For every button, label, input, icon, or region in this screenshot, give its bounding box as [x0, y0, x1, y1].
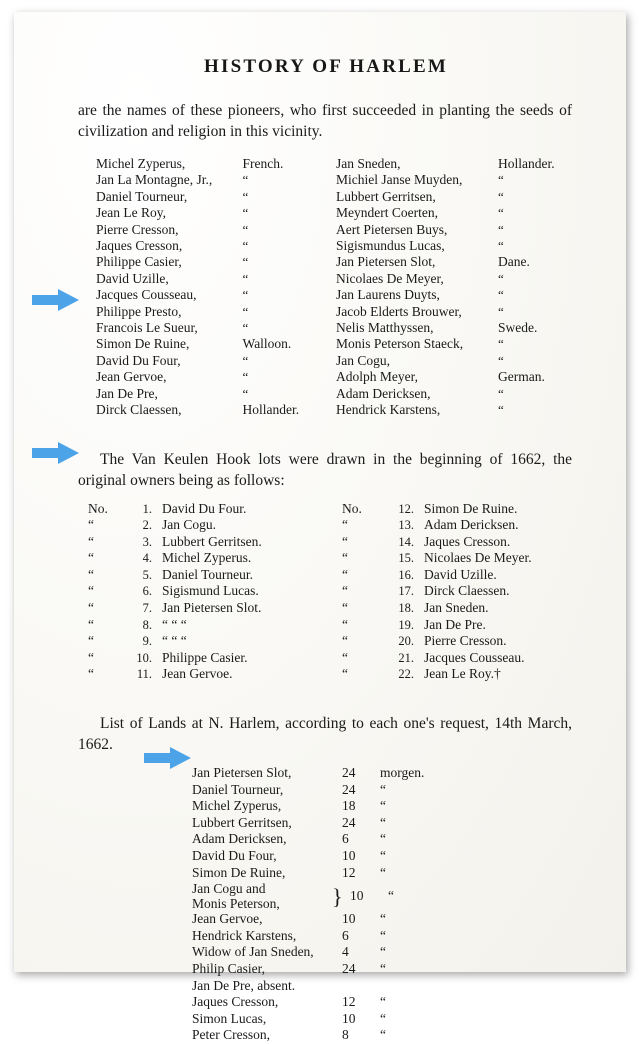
- list-item: [326, 271, 578, 287]
- list-item: [74, 517, 326, 534]
- pioneer-nationality: “: [497, 402, 504, 418]
- list-item: [74, 172, 326, 188]
- list-item: [74, 287, 326, 303]
- lot-number: 8.: [142, 617, 152, 632]
- lot-number: 22.: [398, 667, 414, 682]
- pioneer-nationality: “: [242, 188, 249, 204]
- lot-number: 11.: [136, 667, 152, 682]
- lot-label: No.: [342, 500, 362, 516]
- lead-paragraph: are the names of these pioneers, who first succeeded in planting the seeds of civilization and religion in this vicinity.: [78, 102, 572, 140]
- list-item: [74, 402, 326, 418]
- list-item-braced-pair: [192, 881, 578, 911]
- pioneer-name: Aert Pietersen Buys,: [336, 221, 448, 237]
- land-quantity: 10: [342, 1010, 356, 1026]
- pioneer-name: Jean Gervoe,: [96, 369, 167, 385]
- pioneer-nationality: “: [242, 287, 249, 303]
- pioneer-name: Meyndert Coerten,: [336, 205, 438, 221]
- list-item: [74, 633, 326, 650]
- lot-owner: David Uzille.: [424, 566, 497, 582]
- pioneer-name: Simon De Ruine,: [96, 336, 190, 352]
- list-item: [74, 650, 326, 667]
- pioneer-name: Daniel Tourneur,: [96, 188, 188, 204]
- pioneer-name: Michiel Janse Muyden,: [336, 172, 463, 188]
- pioneer-nationality: German.: [497, 369, 545, 385]
- pioneer-name: Jan De Pre,: [96, 385, 158, 401]
- list-item: [192, 848, 578, 865]
- lot-owner: “ “ “: [162, 633, 187, 649]
- lot-owner: Jaques Cresson.: [424, 533, 511, 549]
- lot-label: “: [342, 517, 348, 533]
- paper-surface: [14, 12, 626, 1043]
- pioneer-nationality: “: [497, 221, 504, 237]
- list-item: [326, 386, 578, 402]
- list-item: [74, 600, 326, 617]
- pioneer-name: Philippe Presto,: [96, 303, 182, 319]
- land-owner: Jaques Cresson,: [192, 994, 279, 1010]
- list-item: [326, 238, 578, 254]
- pioneer-nationality: “: [497, 205, 504, 221]
- land-unit: “: [388, 887, 394, 903]
- lot-label: “: [88, 550, 94, 566]
- lot-label: “: [342, 616, 348, 632]
- list-item: [326, 550, 578, 567]
- land-quantity: [342, 978, 380, 995]
- pioneer-nationality: “: [242, 254, 249, 270]
- pioneer-nationality: “: [242, 205, 249, 221]
- land-quantity: 18: [342, 798, 356, 814]
- pioneer-nationality: “: [242, 238, 249, 254]
- land-owner: Hendrick Karstens,: [192, 927, 297, 943]
- lot-number: 12.: [398, 501, 414, 516]
- pioneer-name: Michel Zyperus,: [96, 156, 186, 171]
- lot-owner: Lubbert Gerritsen.: [162, 533, 262, 549]
- land-quantity: 24: [342, 781, 356, 797]
- land-quantity: 10: [350, 887, 364, 903]
- lot-owner: Dirck Claessen.: [424, 583, 510, 599]
- land-unit: “: [380, 911, 386, 927]
- pioneer-name: Francois Le Sueur,: [96, 320, 198, 336]
- pioneer-nationality: “: [497, 172, 504, 188]
- land-unit: “: [380, 798, 386, 814]
- land-quantity: 24: [342, 814, 356, 830]
- pioneer-name: Monis Peterson Staeck,: [336, 336, 464, 352]
- lot-owner: Jean Gervoe.: [162, 666, 233, 682]
- list-item: [326, 633, 578, 650]
- lot-owner: Jan Sneden.: [424, 600, 489, 616]
- pioneer-name: Hendrick Karstens,: [336, 402, 441, 418]
- pioneer-nationality: Hollander.: [497, 156, 555, 171]
- list-item: [192, 782, 578, 799]
- list-item: [326, 320, 578, 336]
- lot-owner: Jan De Pre.: [424, 616, 486, 632]
- pioneer-name: Jan Laurens Duyts,: [336, 287, 440, 303]
- lot-label: “: [88, 616, 94, 632]
- list-item: [192, 928, 578, 945]
- pioneer-name: Adolph Meyer,: [336, 369, 418, 385]
- pioneer-nationality: “: [497, 336, 504, 352]
- lands-list: [74, 765, 578, 1044]
- lot-label: “: [342, 666, 348, 682]
- lot-number: 9.: [142, 634, 152, 649]
- lot-number: 5.: [142, 567, 152, 582]
- arrow-lot-number-one: [32, 442, 80, 464]
- list-item: [74, 222, 326, 238]
- pioneer-name: Jan Pietersen Slot,: [336, 254, 436, 270]
- pioneer-nationality: “: [242, 221, 249, 237]
- page-content: [14, 12, 626, 1044]
- lot-label: “: [88, 600, 94, 616]
- lot-owner: Jan Cogu.: [162, 517, 216, 533]
- van-keulen-lots-list: [74, 501, 578, 684]
- lot-owner: Jacques Cousseau.: [424, 649, 525, 665]
- pioneer-nationality: “: [497, 303, 504, 319]
- land-owner: Widow of Jan Sneden,: [192, 944, 314, 960]
- pioneer-name: David Uzille,: [96, 270, 169, 286]
- list-item: [74, 534, 326, 551]
- list-item: [326, 583, 578, 600]
- lot-label: “: [88, 666, 94, 682]
- land-unit: “: [380, 944, 386, 960]
- pioneer-name: Jaques Cresson,: [96, 238, 183, 254]
- list-item: [192, 815, 578, 832]
- land-unit: “: [380, 960, 386, 976]
- lot-number: 1.: [142, 501, 152, 516]
- list-item: [326, 156, 578, 172]
- lot-number: 7.: [142, 601, 152, 616]
- lot-label: “: [342, 600, 348, 616]
- list-item: [192, 944, 578, 961]
- land-owner: Michel Zyperus,: [192, 798, 282, 814]
- pioneer-name: Dirck Claessen,: [96, 402, 182, 418]
- lot-owner: Michel Zyperus.: [162, 550, 252, 566]
- list-item: [74, 238, 326, 254]
- arrow-david-du-four-pioneers: [32, 289, 80, 311]
- list-item: [74, 205, 326, 221]
- land-unit: “: [380, 864, 386, 880]
- land-quantity: 6: [342, 927, 349, 943]
- land-owner-pair-line1: Jan Cogu and: [192, 881, 266, 897]
- pioneer-nationality: “: [242, 172, 249, 188]
- lot-number: 13.: [398, 518, 414, 533]
- land-quantity: 24: [342, 960, 356, 976]
- lot-number: 14.: [398, 534, 414, 549]
- land-owner: Jean Gervoe,: [192, 911, 263, 927]
- lots-right-column: [326, 501, 578, 684]
- list-item: [326, 617, 578, 634]
- list-item: [74, 336, 326, 352]
- pioneer-name: Adam Dericksen,: [336, 385, 431, 401]
- land-unit: “: [380, 1027, 386, 1043]
- land-owner: Lubbert Gerritsen,: [192, 814, 292, 830]
- land-quantity: 4: [342, 944, 349, 960]
- land-owner: Adam Dericksen,: [192, 831, 287, 847]
- lot-number: 2.: [142, 518, 152, 533]
- lot-label: “: [342, 633, 348, 649]
- van-keulen-section: [74, 449, 578, 684]
- pioneer-nationality: “: [242, 303, 249, 319]
- list-item: [326, 287, 578, 303]
- list-item: [326, 353, 578, 369]
- lot-number: 17.: [398, 584, 414, 599]
- list-item: [326, 517, 578, 534]
- land-unit: morgen.: [380, 765, 425, 781]
- lot-owner: Simon De Ruine.: [424, 500, 518, 516]
- list-item: [74, 386, 326, 402]
- list-item: [192, 1011, 578, 1028]
- list-item: [74, 304, 326, 320]
- lot-owner: Jan Pietersen Slot.: [162, 600, 262, 616]
- lot-label: No.: [88, 500, 108, 516]
- pioneer-nationality: “: [497, 188, 504, 204]
- lot-number: 15.: [398, 551, 414, 566]
- list-item: [74, 271, 326, 287]
- land-quantity: 8: [342, 1027, 349, 1043]
- document-page: [14, 12, 626, 1043]
- curly-brace-icon: }: [332, 883, 343, 909]
- land-quantity: 6: [342, 831, 349, 847]
- list-item: [326, 666, 578, 683]
- lot-owner: Pierre Cresson.: [424, 633, 507, 649]
- land-unit: “: [380, 1010, 386, 1026]
- list-item: [326, 534, 578, 551]
- pioneer-nationality: “: [242, 270, 249, 286]
- land-unit: “: [380, 848, 386, 863]
- lot-label: “: [342, 566, 348, 582]
- land-unit: “: [380, 781, 386, 797]
- land-owner: Jan Pietersen Slot,: [192, 765, 292, 781]
- pioneer-nationality: French.: [242, 156, 284, 171]
- list-item: [192, 1027, 578, 1044]
- list-item: [192, 994, 578, 1011]
- list-item: [326, 567, 578, 584]
- list-item: [74, 353, 326, 369]
- lot-number: 18.: [398, 601, 414, 616]
- pioneer-nationality: “: [497, 270, 504, 286]
- list-item: [192, 865, 578, 882]
- land-unit: “: [380, 927, 386, 943]
- lot-owner: Adam Dericksen.: [424, 517, 519, 533]
- lot-number: 4.: [142, 551, 152, 566]
- list-item: [74, 666, 326, 683]
- lot-owner: Jean Le Roy.†: [424, 666, 501, 682]
- land-owner: David Du Four,: [192, 848, 277, 863]
- lot-number: 21.: [398, 650, 414, 665]
- pioneer-name: Jacob Elderts Brouwer,: [336, 303, 462, 319]
- land-quantity: 24: [342, 765, 356, 781]
- lot-number: 10.: [136, 650, 152, 665]
- pioneer-name: Jean Le Roy,: [96, 205, 166, 221]
- list-item: [326, 650, 578, 667]
- land-owner-pair: [192, 881, 342, 911]
- lot-owner: Nicolaes De Meyer.: [424, 550, 532, 566]
- list-item: [326, 205, 578, 221]
- list-item: [74, 189, 326, 205]
- list-item: [326, 501, 578, 518]
- pioneer-name: Jan Sneden,: [336, 156, 401, 171]
- pioneer-nationality: “: [497, 352, 504, 368]
- pioneer-names-right-column: [326, 156, 578, 419]
- list-item: [74, 567, 326, 584]
- list-item: [326, 172, 578, 188]
- lot-label: “: [88, 533, 94, 549]
- land-owner: Peter Cresson,: [192, 1027, 270, 1043]
- lot-number: 3.: [142, 534, 152, 549]
- list-item: [326, 336, 578, 352]
- pioneer-name: Sigismundus Lucas,: [336, 238, 445, 254]
- list-item: [326, 222, 578, 238]
- lot-owner: “ “ “: [162, 616, 187, 632]
- pioneer-nationality: Dane.: [497, 254, 530, 270]
- pioneer-nationality: “: [242, 352, 249, 368]
- pioneer-nationality: “: [497, 238, 504, 254]
- list-item: [74, 320, 326, 336]
- list-item: [326, 304, 578, 320]
- list-item: [74, 369, 326, 385]
- list-item: [326, 402, 578, 418]
- page-title: HISTORY OF HARLEM: [204, 56, 448, 77]
- list-item: [326, 600, 578, 617]
- pioneer-names-left-column: [74, 156, 326, 419]
- pioneer-nationality: “: [242, 369, 249, 385]
- list-item: [74, 254, 326, 270]
- lot-label: “: [88, 583, 94, 599]
- pioneer-nationality: Hollander.: [242, 402, 300, 418]
- land-quantity: 10: [342, 848, 356, 863]
- pioneer-name: Pierre Cresson,: [96, 221, 179, 237]
- lot-label: “: [88, 633, 94, 649]
- pioneer-names-list: [74, 156, 578, 419]
- list-item: [326, 189, 578, 205]
- lot-label: “: [88, 517, 94, 533]
- lot-owner: Daniel Tourneur.: [162, 566, 254, 582]
- pioneer-name: Philippe Casier,: [96, 254, 182, 270]
- lands-intro-text: List of Lands at N. Harlem, according to each one's request, 14th March, 1662.: [78, 715, 572, 754]
- lots-left-column: [74, 501, 326, 684]
- lot-number: 6.: [142, 584, 152, 599]
- pioneer-name: Lubbert Gerritsen,: [336, 188, 436, 204]
- pioneer-nationality: “: [242, 320, 249, 336]
- land-owner: Simon Lucas,: [192, 1010, 267, 1026]
- arrow-david-du-four-lands: [144, 747, 192, 769]
- list-item: [192, 978, 578, 995]
- list-item: [192, 911, 578, 928]
- lot-label: “: [342, 533, 348, 549]
- land-quantity: 12: [342, 994, 356, 1010]
- land-unit: “: [380, 814, 386, 830]
- pioneer-nationality: Swede.: [497, 320, 538, 336]
- land-owner-pair-line2: Monis Peterson,: [192, 896, 280, 912]
- land-quantity: 12: [342, 864, 356, 880]
- land-quantity: 10: [342, 911, 356, 927]
- lot-label: “: [342, 649, 348, 665]
- list-item: [326, 254, 578, 270]
- land-owner: Daniel Tourneur,: [192, 781, 284, 797]
- list-item: [74, 550, 326, 567]
- pioneer-nationality: “: [497, 287, 504, 303]
- list-item: [326, 369, 578, 385]
- lot-number: 19.: [398, 617, 414, 632]
- land-unit: “: [380, 994, 386, 1010]
- pioneer-name: Jan Cogu,: [336, 352, 390, 368]
- list-item: [192, 765, 578, 782]
- list-item: [74, 501, 326, 518]
- van-keulen-intro: [74, 449, 578, 491]
- lot-number: 16.: [398, 567, 414, 582]
- land-owner: Simon De Ruine,: [192, 864, 286, 880]
- pioneer-nationality: “: [497, 385, 504, 401]
- pioneer-name: David Du Four,: [96, 352, 181, 368]
- list-item: [74, 583, 326, 600]
- pioneer-name: Nelis Matthyssen,: [336, 320, 434, 336]
- pioneer-name: Jan La Montagne, Jr.,: [96, 172, 213, 188]
- pioneer-name: Nicolaes De Meyer,: [336, 270, 444, 286]
- land-owner: Jan De Pre, absent.: [192, 977, 296, 993]
- lot-owner: Sigismund Lucas.: [162, 583, 259, 599]
- list-item: [74, 617, 326, 634]
- land-owner: Philip Casier,: [192, 960, 265, 976]
- lot-number: 20.: [398, 634, 414, 649]
- lot-owner: Philippe Casier.: [162, 649, 248, 665]
- land-unit: “: [380, 831, 386, 847]
- van-keulen-intro-text: The Van Keulen Hook lots were drawn in the beginning of 1662, the original owners being as follows:: [78, 450, 572, 489]
- list-item: [192, 961, 578, 978]
- list-item: [192, 831, 578, 848]
- lot-label: “: [342, 550, 348, 566]
- pioneer-nationality: Walloon.: [242, 336, 292, 352]
- lot-label: “: [88, 649, 94, 665]
- lot-label: “: [88, 566, 94, 582]
- lot-owner: David Du Four.: [162, 500, 247, 516]
- pioneer-nationality: “: [242, 385, 249, 401]
- list-item: [74, 156, 326, 172]
- list-item: [192, 798, 578, 815]
- lot-label: “: [342, 583, 348, 599]
- pioneer-name: Jacques Cousseau,: [96, 287, 197, 303]
